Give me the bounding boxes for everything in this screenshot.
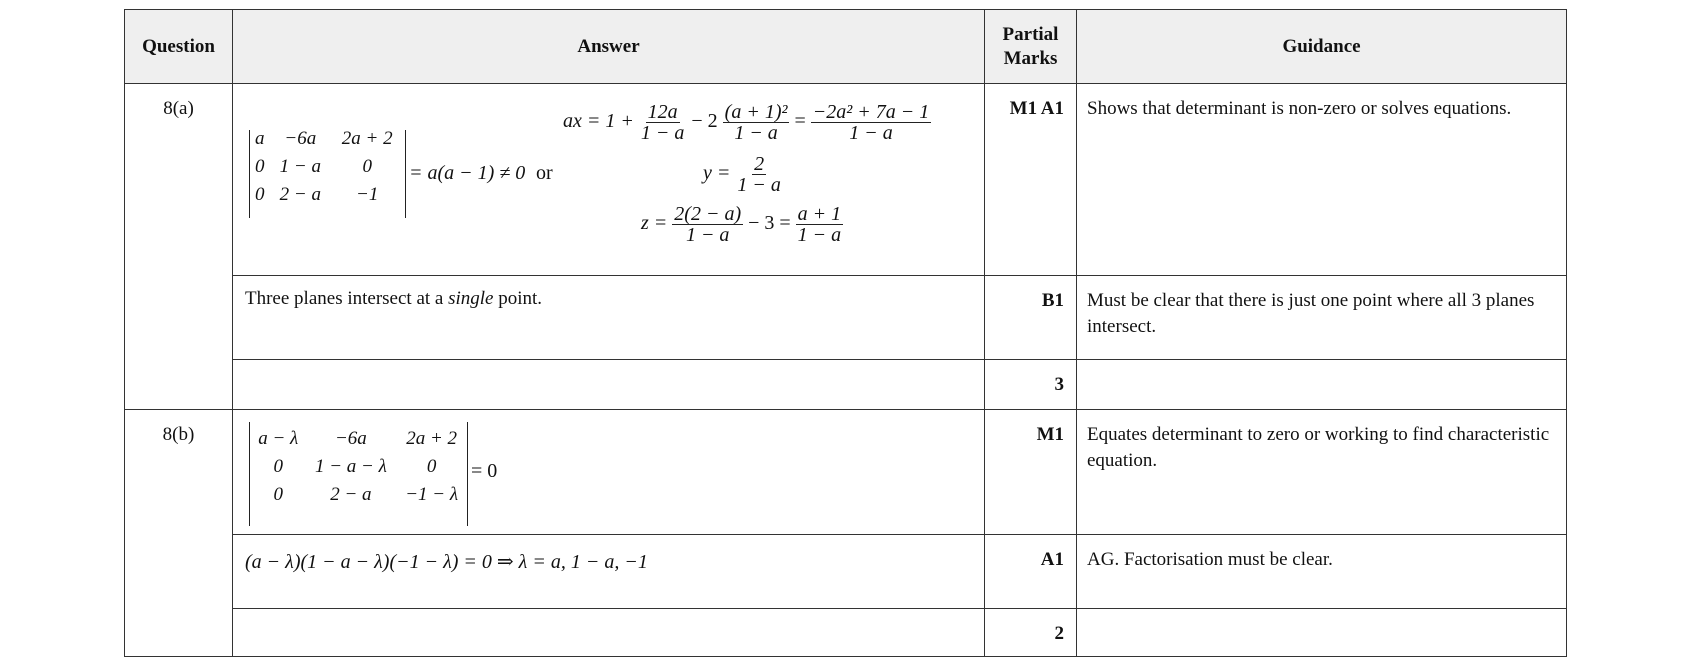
marks-8b-2: A1 bbox=[985, 535, 1077, 609]
marks-8a-1: M1 A1 bbox=[985, 84, 1077, 276]
determinant-equals-zero: = 0 bbox=[471, 460, 498, 482]
guidance-8b-empty bbox=[1077, 609, 1567, 657]
ax-equation: ax = 1 + $\frac{12a}{1 - a}$ − 2 $\frac{\text{(a + 1)²}}{1 - a}$ = $\frac{\text{−2a² + 7a − 1}}{1 - a}$ bbox=[563, 101, 930, 144]
or-text: or bbox=[536, 162, 553, 184]
guidance-8a-1: Shows that determinant is non-zero or solves equations. bbox=[1077, 84, 1567, 276]
answer-cell-8a-statement: Three planes intersect at a single point. bbox=[233, 276, 985, 360]
table-row bbox=[125, 535, 1567, 609]
answer-cell-8b-empty bbox=[233, 609, 985, 657]
determinant-matrix-8a: a −6a 2a + 2 0 1 − a 0 0 2 − a −1 bbox=[255, 128, 393, 205]
determinant-result: = a(a − 1) ≠ 0 bbox=[409, 162, 526, 184]
guidance-8b-1: Equates determinant to zero or working to find characteristic equation. bbox=[1077, 410, 1567, 535]
det-right-bar bbox=[405, 130, 406, 218]
answer-cell-8a-empty bbox=[233, 360, 985, 410]
header-partial-marks: Partial Marks bbox=[985, 10, 1077, 84]
answer-cell-8a-working bbox=[233, 84, 985, 276]
answer-cell-8b-determinant bbox=[233, 410, 985, 535]
table-row bbox=[125, 84, 1567, 276]
header-guidance: Guidance bbox=[1077, 10, 1567, 84]
det-left-bar bbox=[249, 422, 250, 526]
det-left-bar bbox=[249, 130, 250, 218]
marks-8b-total: 2 bbox=[985, 609, 1077, 657]
z-equation: z = $\frac{2(2 - a)}{1 - a}$ − 3 = $\frac{a + 1}{1 - a}$ bbox=[641, 203, 842, 246]
guidance-8b-2: AG. Factorisation must be clear. bbox=[1077, 535, 1567, 609]
mark-scheme-table bbox=[124, 9, 1567, 657]
marks-8a-2: B1 bbox=[985, 276, 1077, 360]
table-row bbox=[125, 609, 1567, 657]
header-row bbox=[125, 10, 1567, 84]
table-row bbox=[125, 276, 1567, 360]
factorised-equation: (a − λ)(1 − a − λ)(−1 − λ) = 0 ⇒ λ = a, 1 − a, −1 bbox=[233, 535, 985, 609]
table-row bbox=[125, 360, 1567, 410]
header-answer: Answer bbox=[233, 10, 985, 84]
determinant-matrix-8b: a − λ −6a 2a + 2 0 1 − a − λ 0 0 2 − a −1 − λ bbox=[258, 428, 459, 505]
table-row bbox=[125, 410, 1567, 535]
det-right-bar bbox=[467, 422, 468, 526]
marks-8b-1: M1 bbox=[985, 410, 1077, 535]
guidance-8a-empty bbox=[1077, 360, 1567, 410]
question-label-8a: 8(a) bbox=[125, 84, 233, 410]
guidance-8a-2: Must be clear that there is just one point where all 3 planes intersect. bbox=[1077, 276, 1567, 360]
y-equation: y = $\frac{2}{1 - a}$ bbox=[703, 153, 781, 196]
header-question: Question bbox=[125, 10, 233, 84]
question-label-8b: 8(b) bbox=[125, 410, 233, 657]
marks-8a-total: 3 bbox=[985, 360, 1077, 410]
